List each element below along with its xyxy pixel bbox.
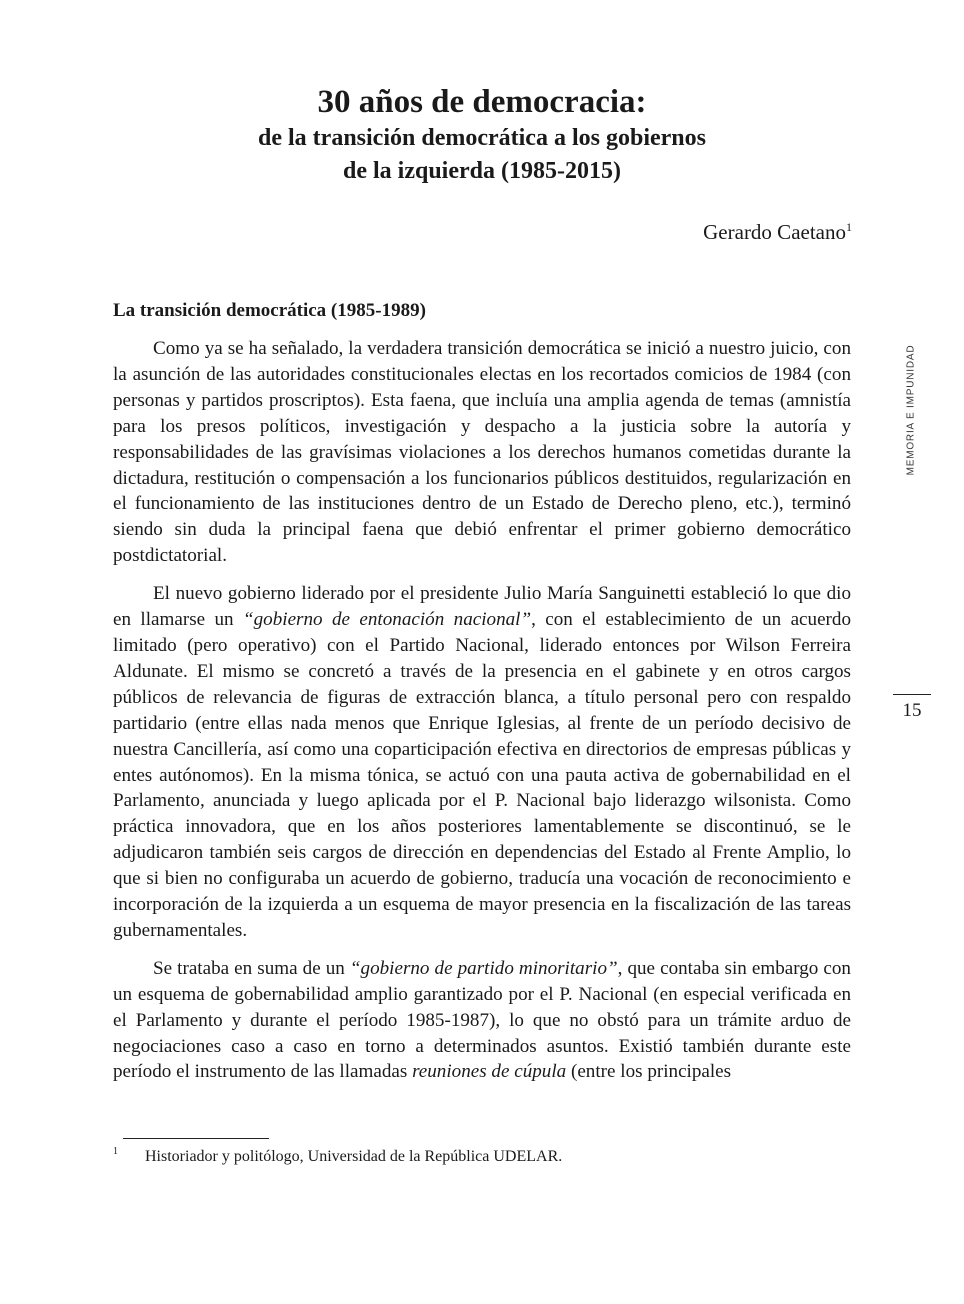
title-block xyxy=(0,82,964,188)
subtitle-line-1: de la transición democrática a los gobiernos xyxy=(258,125,706,151)
section-heading: La transición democrática (1985-1989) xyxy=(113,300,426,321)
footnote-mark: 1 xyxy=(113,1146,118,1157)
author-name: Gerardo Caetano xyxy=(703,220,846,244)
subtitle-line-2: de la izquierda (1985-2015) xyxy=(343,158,621,184)
footnote-divider xyxy=(123,1138,269,1139)
paragraph-2-text-a: El nuevo gobierno liderado por el presidente Julio María Sanguinetti estableció lo que dio en llamarse un xyxy=(113,583,851,631)
paragraph-3-italic-1: “gobierno de partido minoritario” xyxy=(349,957,618,979)
page-number-rule xyxy=(893,694,931,695)
running-header-vertical: MEMORIA E IMPUNIDAD xyxy=(905,344,917,476)
paragraph-3 xyxy=(113,956,851,1086)
paragraph-2-italic: “gobierno de entonación nacional” xyxy=(243,609,532,631)
author-footnote-mark: 1 xyxy=(846,220,852,234)
paragraph-3-italic-2: reuniones de cúpula xyxy=(412,1061,567,1083)
paragraph-1-text: Como ya se ha señalado, la verdadera transición democrática se inició a nuestro juicio, con la asunción de las autoridades constitucionales electas en los recortados comicios de 1984 (con personas y partidos proscriptos). Esta faena, que incluía una amplia agenda de temas (amnistía para los presos políticos, investigación y despacho a la justicia sobre la autoría y responsabilidades de las gravísimas violaciones a los derechos humanos cometidas durante la dictadura, restitución o compensación a los funcionarios públicos destituidos, regularización en el funcionamiento de las instituciones dentro de un Estado de Derecho pleno, etc.), terminó siendo sin duda la principal faena que debió enfrentar el primer gobierno democrático postdictatorial. xyxy=(113,338,851,567)
paragraph-3-text-c: (entre los principales xyxy=(566,1061,732,1083)
body-text xyxy=(113,336,851,1097)
paragraph-1 xyxy=(113,336,851,569)
page-number: 15 xyxy=(902,700,922,721)
paragraph-3-text-a: Se trataba en suma de un xyxy=(153,957,350,979)
footnote-text: Historiador y politólogo, Universidad de la República UDELAR. xyxy=(145,1148,563,1165)
author xyxy=(703,220,852,245)
paragraph-2-text-b: , con el establecimiento de un acuerdo limitado (pero operativo) con el Partido Nacional, liderado entonces por Wilson Ferreira Aldunate. El mismo se concretó a través de la presencia en el gabinete y en otros cargos públicos de relevancia de figuras de extracción blanca, a título personal pero con respaldo partidario (entre ellas nada menos que Enrique Iglesias, al frente de un período decisivo de nuestra Cancillería, así como una coparticipación efectiva en directorios de empresas públicas y entes autónomos). En la misma tónica, se actuó con una pauta activa de gobernabilidad en el Parlamento, anunciada y luego aplicada por el P. Nacional bajo liderazgo wilsonista. Como práctica innovadora, que en los años posteriores lamentablemente se discontinuó, se le adjudicaron también seis cargos de dirección en dependencias del Estado al Frente Amplio, lo que si bien no configuraba un acuerdo de gobierno, traducía una vocación de reconocimiento e incorporación de la izquierda a un esquema de mayor presencia en la fiscalización de las tareas gubernamentales. xyxy=(113,609,851,941)
page-title: 30 años de democracia: xyxy=(317,84,647,120)
paragraph-3-text-b: , que contaba sin embargo con un esquema de gobernabilidad amplio garantizado por el P. Nacional (en especial verificada en el Parlamento y durante el período 1985-1987), lo que no obstó para un trámite arduo de negociaciones caso a caso en torno a determinados asuntos. Existió también durante este período el instrumento de las llamadas xyxy=(113,957,851,1083)
paragraph-2 xyxy=(113,581,851,944)
